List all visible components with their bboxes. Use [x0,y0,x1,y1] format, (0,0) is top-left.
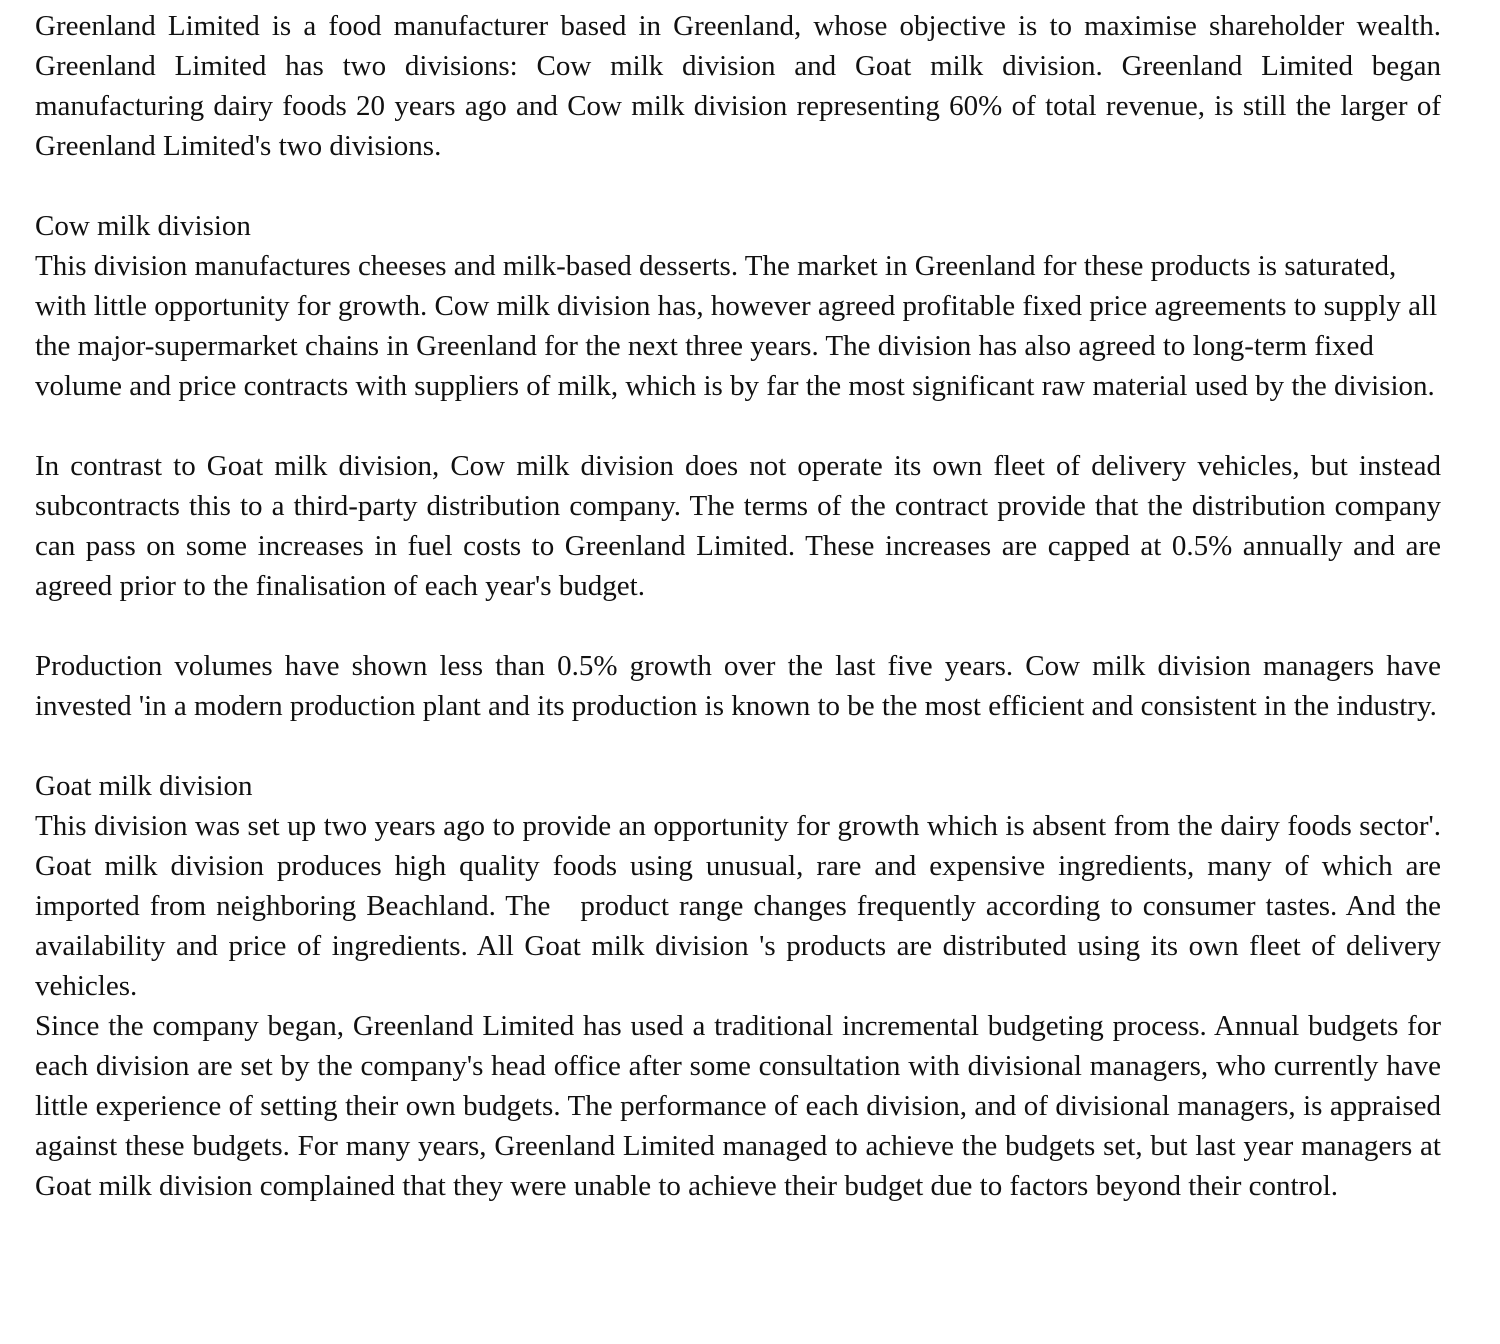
cow-division-paragraph-1: This division manufactures cheeses and milk-based desserts. The market in Greenland for these products is saturated, with little opportunity for growth. Cow milk division has, however agreed profitable fixed price agreements to supply all the major-supermarket chains in Greenland for the next three years. The division has also agreed to long-term fixed volume and price contracts with suppliers of milk, which is by far the most significant raw material used by the division. [35,250,1438,402]
document-page [35,6,1449,1206]
goat-division-block [35,766,1449,1206]
intro-paragraph: Greenland Limited is a food manufacturer based in Greenland, whose objective is to maximise shareholder wealth. Greenland Limited has two divisions: Cow milk division and Goat milk division. Greenland Limited began manufacturing dairy foods 20 years ago and Cow milk division representing 60% of total revenue, is still the larger of Greenland Limited's two divisions. [35,10,1441,162]
cow-division-block [35,206,1441,406]
intro-block [35,6,1441,166]
cow-division-paragraph-3: Production volumes have shown less than 0.5% growth over the last five years. Cow milk division managers have invested 'in a modern production plant and its production is known to be the most efficient and consistent in the industry. [35,650,1441,722]
cow-division-paragraph-2: In contrast to Goat milk division, Cow milk division does not operate its own fleet of delivery vehicles, but instead subcontracts this to a third-party distribution company. The terms of the contract provide that the distribution company can pass on some increases in fuel costs to Greenland Limited. These increases are capped at 0.5% annually and are agreed prior to the finalisation of each year's budget. [35,450,1441,602]
cow-distribution-block [35,446,1441,606]
goat-division-paragraph-1: This division was set up two years ago to provide an opportunity for growth which is absent from the dairy foods sector'. Goat milk division produces high quality foods using unusual, rare and expensive ingredients, many of which are imported from neighboring Beachland. The product range changes frequently according to consumer tastes. And the availability and price of ingredients. All Goat milk division 's products are distributed using its own fleet of delivery vehicles. [35,810,1449,1002]
goat-division-heading: Goat milk division [35,770,253,802]
goat-division-paragraph-2: Since the company began, Greenland Limited has used a traditional incremental budgeting process. Annual budgets for each division are set by the company's head office after some consultation with divisional managers, who currently have little experience of setting their own budgets. The performance of each division, and of divisional managers, is appraised against these budgets. For many years, Greenland Limited managed to achieve the budgets set, but last year managers at Goat milk division complained that they were unable to achieve their budget due to factors beyond their control. [35,1010,1441,1202]
cow-production-block [35,646,1441,726]
cow-division-heading: Cow milk division [35,210,251,242]
